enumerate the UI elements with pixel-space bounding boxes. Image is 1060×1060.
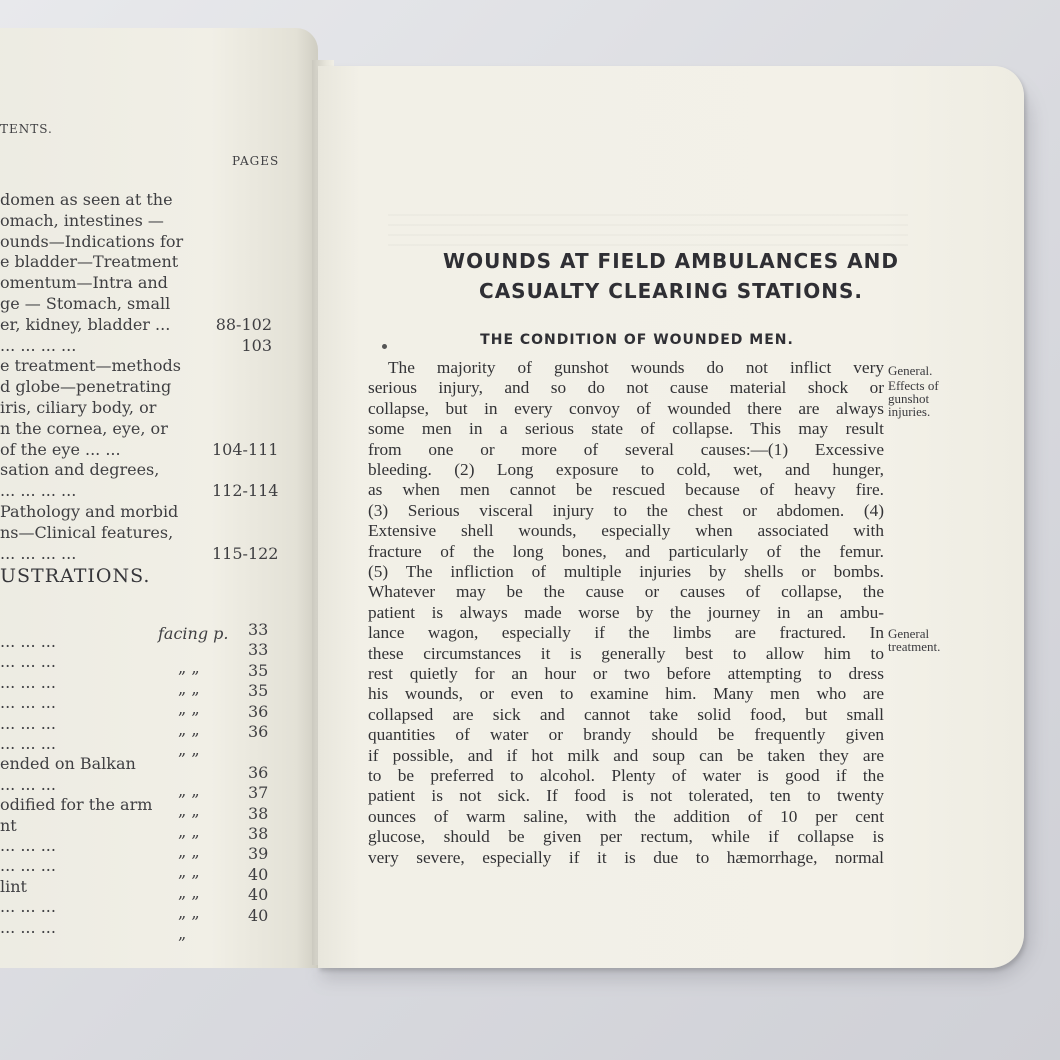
body-text-line: rest quietly for an hour or two before attempting to dress <box>368 664 884 683</box>
illustrations-heading: USTRATIONS. <box>0 565 151 587</box>
margin-note-treatment: General treatment. <box>888 626 941 654</box>
body-text-line: very severe, especially if it is due to hæmorrhage, normal <box>368 847 884 867</box>
section-heading: THE CONDITION OF WOUNDED MEN. <box>480 332 794 348</box>
illustration-entry-text: lint <box>0 876 27 896</box>
body-text-line: from one or more of several causes:—(1) Excessive <box>368 439 884 459</box>
body-text-line: Whatever may be the cause or causes of collapse, the <box>368 582 884 602</box>
contents-entry-text: omach, intestines — <box>0 210 164 230</box>
illustration-entry-text: ... ... ... <box>0 734 56 753</box>
contents-entry-text: d globe—penetrating <box>0 377 172 397</box>
illustration-page-number: 35 <box>248 681 269 701</box>
illustration-page-number: 40 <box>248 864 269 884</box>
ditto-mark: „ „ <box>178 699 200 719</box>
ditto-mark: „ „ <box>178 740 200 759</box>
ditto-mark: „ „ <box>178 780 200 800</box>
contents-entry-page: 103 <box>241 335 272 355</box>
contents-entry-text: sation and degrees, <box>0 460 160 480</box>
show-through-text <box>388 206 908 246</box>
body-text-line: bleeding. (2) Long exposure to cold, wet, and hunger, <box>368 460 884 479</box>
running-head: TENTS. <box>0 122 53 136</box>
contents-entry-text: of the eye ... ... <box>0 439 121 459</box>
ditto-mark: „ „ <box>178 678 200 698</box>
body-text-line: glucose, should be given per rectum, while if collapse is <box>368 827 884 847</box>
right-page <box>318 66 1024 968</box>
contents-entry-text: er, kidney, bladder ... <box>0 314 171 334</box>
contents-entry-page: 104-111 <box>212 439 279 459</box>
body-text-line: fracture of the long bones, and particularly of the femur. <box>368 541 884 561</box>
illustration-entry-text: ... ... ... <box>0 652 56 672</box>
illustration-entry-text: ... ... ... <box>0 632 56 651</box>
contents-entry-text: ... ... ... ... <box>0 481 77 501</box>
illustration-entry-text: ... ... ... <box>0 917 56 937</box>
body-text-line: these circumstances it is generally best to allow him to <box>368 643 884 663</box>
contents-entry-text: ns—Clinical features, <box>0 522 174 542</box>
illustration-entry-text: ... ... ... <box>0 897 56 917</box>
body-text-line: The majority of gunshot wounds do not inflict very <box>388 358 884 377</box>
body-text-line: lance wagon, especially if the limbs are fractured. In <box>368 623 884 643</box>
body-text-line: (5) The infliction of multiple injuries by shells or bombs. <box>368 562 884 581</box>
illustration-entry-text: ... ... ... <box>0 856 56 876</box>
body-text-line: patient is always made worse by the journey in an ambu- <box>368 602 884 622</box>
body-text-line: quantities of water or brandy should be frequently given <box>368 725 884 745</box>
contents-entry-text: ounds—Indications for <box>0 231 184 251</box>
pages-label: PAGES <box>232 154 280 168</box>
contents-entry-text: e treatment—methods <box>0 356 181 376</box>
body-text-line: as when men cannot be rescued because of heavy fire. <box>368 480 884 500</box>
facing-label: facing p. <box>158 624 229 643</box>
ditto-mark: „ <box>178 923 187 943</box>
ditto-mark: „ „ <box>178 719 200 739</box>
body-text-line: his wounds, or even to examine him. Many men who are <box>368 684 884 704</box>
illustration-page-number: 35 <box>248 660 269 680</box>
body-text-line: collapsed are sick and cannot take solid food, but small <box>368 704 884 724</box>
contents-entry-page: 115-122 <box>212 543 279 563</box>
illustration-entry-text: odified for the arm <box>0 795 153 815</box>
illustration-page-number: 33 <box>248 620 269 639</box>
illustration-page-number: 36 <box>248 722 269 741</box>
illustration-entry-text: ... ... ... <box>0 693 56 713</box>
contents-entry-text: n the cornea, eye, or <box>0 418 168 438</box>
body-text-line: serious injury, and so do not cause material shock or <box>368 378 884 398</box>
contents-entry-page: 88-102 <box>215 314 272 334</box>
illustration-entry-text: ... ... ... <box>0 672 56 692</box>
body-text-line: if possible, and if hot milk and soup can be taken they are <box>368 745 884 765</box>
body-text-line: ounces of warm saline, with the addition of 10 per cent <box>368 806 884 826</box>
contents-entry-text: ... ... ... ... <box>0 335 77 355</box>
illustration-entry-text: ended on Balkan <box>0 754 136 774</box>
ditto-mark: „ „ <box>178 862 200 882</box>
ditto-mark: „ „ <box>178 882 200 902</box>
ditto-mark: „ „ <box>178 801 200 821</box>
illustration-entry-text: ... ... ... <box>0 836 56 855</box>
illustration-page-number: 37 <box>248 783 269 803</box>
contents-entry-page: 112-114 <box>212 481 279 501</box>
ditto-mark: „ „ <box>178 821 200 841</box>
illustration-page-number: 36 <box>248 762 269 782</box>
illustration-page-number: 40 <box>248 905 269 925</box>
ditto-mark: „ „ <box>178 658 200 678</box>
contents-entry-text: ... ... ... ... <box>0 543 77 563</box>
illustration-entry-text: nt <box>0 815 17 835</box>
illustration-page-number: 38 <box>248 824 269 843</box>
ditto-mark: „ „ <box>178 842 200 861</box>
contents-entry-text: iris, ciliary body, or <box>0 398 157 417</box>
margin-note-general: General. <box>888 363 933 378</box>
contents-entry-text: domen as seen at the <box>0 190 173 209</box>
body-text-line: Extensive shell wounds, especially when associated with <box>368 521 884 541</box>
chapter-title-line-1: WOUNDS AT FIELD AMBULANCES AND <box>443 249 899 273</box>
body-text-line: collapse, but in every convoy of wounded there are always <box>368 398 884 418</box>
illustration-page-number: 38 <box>248 803 269 823</box>
illustration-page-number: 33 <box>248 640 269 660</box>
left-page <box>0 28 318 968</box>
illustration-page-number: 40 <box>248 885 269 905</box>
illustration-entry-text: ... ... ... <box>0 774 56 794</box>
illustration-page-number: 36 <box>248 701 269 721</box>
ditto-mark: „ „ <box>178 903 200 923</box>
illustration-entry-text: ... ... ... <box>0 713 56 733</box>
contents-entry-text: ge — Stomach, small <box>0 294 171 313</box>
illustration-page-number: 39 <box>248 844 269 864</box>
body-text-line: patient is not sick. If food is not tolerated, ten to twenty <box>368 786 884 806</box>
chapter-title-line-2: CASUALTY CLEARING STATIONS. <box>479 279 863 303</box>
margin-note-effects: Effects of gunshot injuries. <box>888 378 939 419</box>
contents-entry-text: e bladder—Treatment <box>0 252 179 272</box>
body-text-line: (3) Serious visceral injury to the chest or abdomen. (4) <box>368 500 884 520</box>
contents-entry-text: omentum—Intra and <box>0 273 168 293</box>
ink-dot <box>382 344 387 349</box>
contents-entry-text: Pathology and morbid <box>0 502 179 521</box>
body-text-line: to be preferred to alcohol. Plenty of water is good if the <box>368 766 884 785</box>
body-text-line: some men in a serious state of collapse. This may result <box>368 419 884 439</box>
